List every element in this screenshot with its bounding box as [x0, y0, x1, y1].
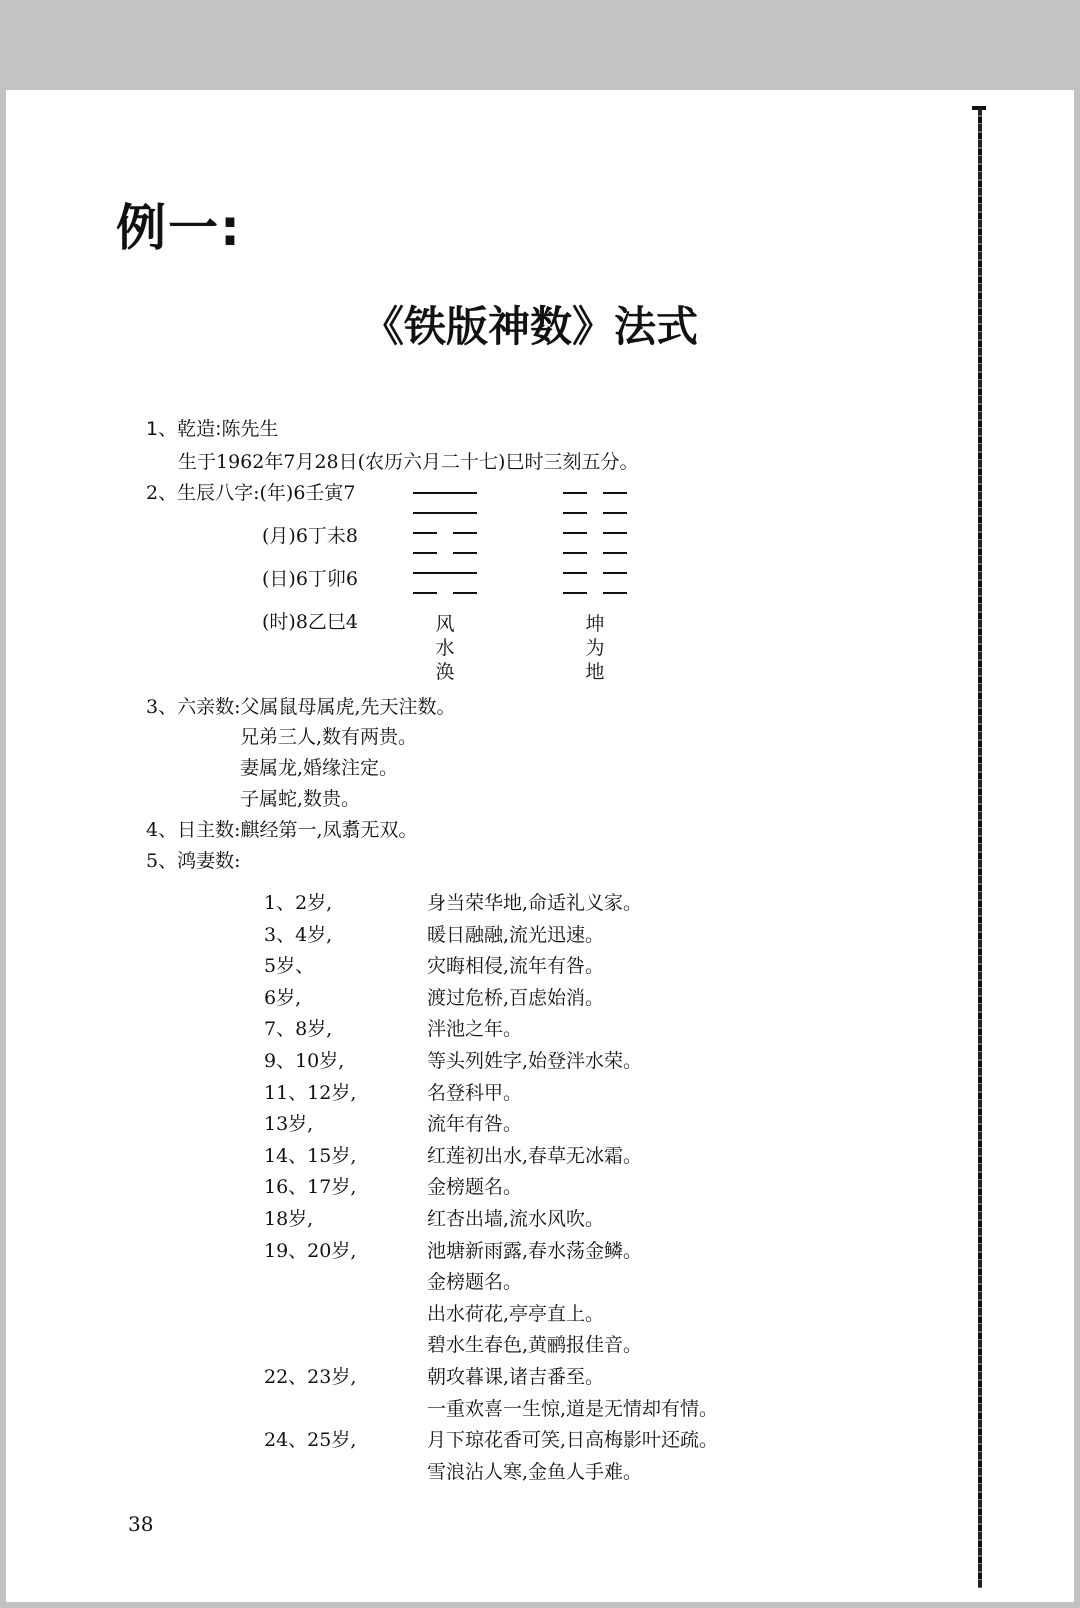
yin-line-segment	[453, 532, 477, 534]
example-label: 例一:	[116, 199, 242, 257]
binding-edge	[978, 108, 982, 1588]
hexagram-right	[563, 492, 627, 602]
fortune-age: 9、10岁,	[264, 1050, 345, 1072]
fortune-age: 14、15岁,	[264, 1145, 357, 1167]
fortune-text: 身当荣华地,命适礼义家。	[427, 892, 643, 914]
fortune-text: 池塘新雨露,春水荡金鳞。	[427, 1240, 643, 1262]
yin-line-segment	[413, 592, 437, 594]
fortune-age: 3、4岁,	[264, 924, 333, 946]
yin-line-segment	[563, 532, 587, 534]
section1-heading: 1、乾造:陈先生	[146, 418, 279, 440]
yin-line-segment	[563, 552, 587, 554]
fortune-age: 18岁,	[264, 1208, 314, 1230]
fortune-age: 19、20岁,	[264, 1240, 357, 1262]
fortune-text: 红莲初出水,春草无冰霜。	[427, 1145, 643, 1167]
fortune-text: 暖日融融,流光迅速。	[427, 924, 605, 946]
liuqin-line1: 3、六亲数:父属鼠母属虎,先天注数。	[146, 696, 456, 718]
bazi-year: 2、生辰八字:(年)6壬寅7	[146, 482, 356, 504]
yin-line-segment	[603, 572, 627, 574]
yang-line	[413, 512, 477, 514]
fortune-text: 流年有咎。	[427, 1113, 523, 1135]
yin-line-segment	[413, 552, 437, 554]
yin-line-segment	[603, 512, 627, 514]
fortune-age: 24、25岁,	[264, 1429, 357, 1451]
bazi-month: (月)6丁未8	[262, 525, 359, 547]
birth-info: 生于1962年7月28日(农历六月二十七)巳时三刻五分。	[178, 451, 639, 473]
yin-line-segment	[413, 532, 437, 534]
yin-line-segment	[453, 552, 477, 554]
fortune-text: 名登科甲。	[427, 1082, 523, 1104]
yin-line-segment	[563, 592, 587, 594]
fortune-age: 6岁,	[264, 987, 302, 1009]
yin-line-segment	[603, 592, 627, 594]
hexagram-left-char: 水	[435, 637, 455, 659]
hexagram-left-char: 风	[435, 613, 455, 635]
page-number: 38	[128, 1512, 154, 1536]
fortune-text: 金榜题名。	[427, 1271, 523, 1293]
hexagram-right-char: 坤	[585, 613, 605, 635]
rizhu-line: 4、日主数:麒经第一,凤翥无双。	[146, 819, 418, 841]
yin-line-segment	[453, 592, 477, 594]
yin-line-segment	[563, 492, 587, 494]
hexagram-right-char: 为	[585, 637, 605, 659]
fortune-age: 5岁、	[264, 955, 315, 977]
fortune-text: 朝攻暮课,诸吉番至。	[427, 1366, 605, 1388]
fortune-age: 1、2岁,	[264, 892, 333, 914]
fortune-age: 11、12岁,	[264, 1082, 357, 1104]
yin-line-segment	[563, 572, 587, 574]
fortune-age: 22、23岁,	[264, 1366, 357, 1388]
fortune-text: 月下琼花香可笑,日高梅影叶还疏。	[427, 1429, 719, 1451]
document-title: 《铁版神数》法式	[362, 302, 699, 351]
hexagram-right-char: 地	[585, 661, 605, 683]
fortune-text: 灾晦相侵,流年有咎。	[427, 955, 605, 977]
fortune-text: 一重欢喜一生惊,道是无情却有情。	[427, 1398, 719, 1420]
section5-heading: 5、鸿妻数:	[146, 850, 241, 872]
fortune-text: 碧水生春色,黄鹂报佳音。	[427, 1334, 643, 1356]
fortune-age: 16、17岁,	[264, 1176, 357, 1198]
fortune-text: 金榜题名。	[427, 1176, 523, 1198]
fortune-text: 红杏出墙,流水风吹。	[427, 1208, 605, 1230]
yin-line-segment	[603, 532, 627, 534]
yang-line	[413, 492, 477, 494]
liuqin-line4: 子属蛇,数贵。	[240, 788, 361, 810]
fortune-text: 等头列姓字,始登泮水荣。	[427, 1050, 643, 1072]
fortune-text: 雪浪沾人寒,金鱼人手难。	[427, 1461, 643, 1483]
fortune-age: 7、8岁,	[264, 1018, 333, 1040]
hexagram-right-name	[583, 612, 607, 684]
bazi-day: (日)6丁卯6	[262, 568, 359, 590]
fortune-text: 出水荷花,亭亭直上。	[427, 1303, 605, 1325]
liuqin-line2: 兄弟三人,数有两贵。	[240, 726, 418, 748]
fortune-text: 渡过危桥,百虑始消。	[427, 987, 605, 1009]
bazi-hour: (时)8乙巳4	[262, 611, 359, 633]
fortune-age: 13岁,	[264, 1113, 314, 1135]
hexagram-left	[413, 492, 477, 602]
yin-line-segment	[603, 492, 627, 494]
hexagram-left-name	[433, 612, 457, 684]
liuqin-line3: 妻属龙,婚缘注定。	[240, 757, 399, 779]
yang-line	[413, 572, 477, 574]
fortune-text: 泮池之年。	[427, 1018, 523, 1040]
yin-line-segment	[603, 552, 627, 554]
hexagram-left-char: 涣	[435, 661, 455, 683]
yin-line-segment	[563, 512, 587, 514]
